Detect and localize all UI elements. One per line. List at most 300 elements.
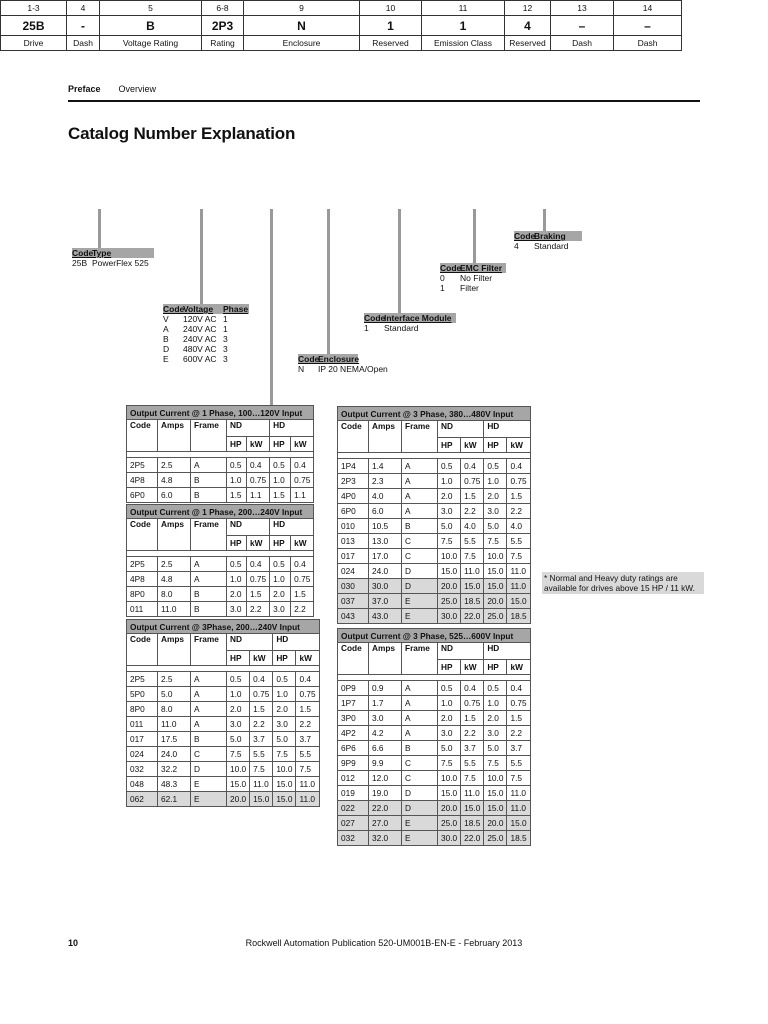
table-cell: 15.0 — [507, 816, 530, 831]
col-amps: Amps — [369, 421, 402, 438]
table-cell: 032 — [338, 831, 369, 846]
table-cell: A — [191, 572, 227, 587]
table-cell: 43.0 — [369, 609, 402, 624]
catalog-label-4: Enclosure — [244, 36, 360, 51]
table-cell: 048 — [127, 777, 158, 792]
table-cell: 10.5 — [369, 519, 402, 534]
table-cell: 0.75 — [507, 696, 530, 711]
table-cell: 25.0 — [484, 831, 507, 846]
legend-emc — [440, 263, 506, 293]
table-cell: 1.0 — [484, 474, 507, 489]
table-cell: 1.5 — [507, 711, 530, 726]
legend-voltage-phase-header: Phase — [223, 304, 249, 314]
table-cell: 0.75 — [291, 473, 314, 488]
table-row — [127, 792, 320, 807]
legend-emc-code-1: 1 — [440, 283, 445, 293]
col-nd: ND — [438, 643, 484, 660]
table-cell: 2.2 — [507, 726, 530, 741]
catalog-position-0: 1-3 — [1, 1, 67, 16]
table-row — [338, 801, 531, 816]
table-cell: 4.0 — [369, 489, 402, 504]
table-cell: D — [402, 579, 438, 594]
legend-braking — [514, 231, 582, 251]
table-cell: 27.0 — [369, 816, 402, 831]
table-cell: 0.75 — [247, 572, 270, 587]
table-cell: 18.5 — [507, 609, 530, 624]
table-cell: 1.5 — [507, 489, 530, 504]
col-amps: Amps — [158, 519, 191, 536]
table-cell: A — [402, 711, 438, 726]
table-cell: 0.75 — [461, 474, 484, 489]
table-row — [127, 717, 320, 732]
table-row — [127, 747, 320, 762]
table-row — [338, 564, 531, 579]
col-code: Code — [338, 421, 369, 438]
table-header-row — [338, 643, 531, 660]
catalog-position-6: 11 — [422, 1, 505, 16]
legend-voltage-code: D — [163, 344, 170, 354]
table-cell: 2.5 — [158, 557, 191, 572]
table-title-row — [127, 505, 314, 519]
table-row — [338, 711, 531, 726]
table-cell: 5P0 — [127, 687, 158, 702]
table-cell: 5.0 — [438, 519, 461, 534]
col-kw-nd: kW — [461, 660, 484, 675]
table-row — [127, 732, 320, 747]
catalog-positions-row — [1, 1, 682, 16]
col-hd: HD — [270, 420, 314, 437]
table-cell: 24.0 — [369, 564, 402, 579]
catalog-values-row — [1, 16, 682, 36]
table-row — [127, 672, 320, 687]
table-cell: 6P6 — [338, 741, 369, 756]
table-cell: A — [402, 459, 438, 474]
legend-emc-code-header: Code — [440, 263, 462, 273]
publication-footer: Rockwell Automation Publication 520-UM001B-EN-E - February 2013 — [245, 938, 523, 948]
table-cell: 4P0 — [338, 489, 369, 504]
col-code: Code — [127, 420, 158, 437]
catalog-labels-row — [1, 36, 682, 51]
table-cell: 7.5 — [296, 762, 319, 777]
table-cell: 3.0 — [227, 602, 247, 617]
table-cell: 4P2 — [338, 726, 369, 741]
col-spacer — [338, 438, 369, 453]
col-spacer — [158, 536, 191, 551]
table-cell: A — [402, 474, 438, 489]
table-cell: 7.5 — [484, 756, 507, 771]
legend-type-code: 25B — [72, 258, 88, 268]
table-cell: 3.0 — [227, 717, 250, 732]
table-cell: 8P0 — [127, 587, 158, 602]
table-3ph-525-600v — [337, 628, 531, 846]
table-cell: 1P7 — [338, 696, 369, 711]
catalog-value-4: N — [244, 16, 360, 36]
table-cell: E — [191, 792, 227, 807]
table-cell: 2.5 — [158, 672, 191, 687]
table-cell: 0.4 — [250, 672, 273, 687]
table-cell: 10.0 — [273, 762, 296, 777]
table-cell: 3.7 — [461, 741, 484, 756]
table-cell: 30.0 — [369, 579, 402, 594]
connector-voltage — [200, 209, 203, 305]
table-cell: C — [402, 771, 438, 786]
table-cell: B — [191, 488, 227, 503]
legend-type-value: PowerFlex 525 — [92, 258, 149, 268]
legend-voltage-code: A — [163, 324, 169, 334]
table-cell: 7.5 — [507, 771, 530, 786]
catalog-number-strip — [0, 0, 682, 51]
table-cell: 7.5 — [507, 549, 530, 564]
col-nd: ND — [438, 421, 484, 438]
table-cell: 2.5 — [158, 458, 191, 473]
table-cell: 6P0 — [127, 488, 158, 503]
table-subheader-row — [338, 660, 531, 675]
table-cell: 5.5 — [461, 534, 484, 549]
table-row — [338, 726, 531, 741]
table-cell: 8.0 — [158, 587, 191, 602]
legend-voltage-row — [163, 354, 249, 364]
table-cell: 1.4 — [369, 459, 402, 474]
table-cell: 022 — [338, 801, 369, 816]
table-cell: 10.0 — [484, 549, 507, 564]
table-cell: 7.5 — [250, 762, 273, 777]
col-hp-nd: HP — [438, 438, 461, 453]
table-row — [338, 534, 531, 549]
page-number: 10 — [68, 938, 79, 948]
table-cell: 2P5 — [127, 557, 158, 572]
table-cell: D — [402, 801, 438, 816]
legend-braking-value: Standard — [534, 241, 569, 251]
legend-emc-filter-header: EMC Filter — [460, 263, 503, 273]
catalog-value-6: 1 — [422, 16, 505, 36]
table-cell: 1.0 — [438, 696, 461, 711]
table-cell: 2.0 — [227, 702, 250, 717]
table-cell: 0.75 — [247, 473, 270, 488]
catalog-label-1: Dash — [67, 36, 100, 51]
table-cell: 62.1 — [158, 792, 191, 807]
table-cell: 011 — [127, 602, 158, 617]
table-cell: 11.0 — [507, 801, 530, 816]
table-cell: 11.0 — [158, 602, 191, 617]
col-hd: HD — [484, 643, 530, 660]
table-1ph-100-120v — [126, 405, 314, 503]
legend-braking-code-header: Code — [514, 231, 536, 241]
table-cell: 2.2 — [461, 726, 484, 741]
table-cell: 1.0 — [227, 687, 250, 702]
legend-voltage-row — [163, 314, 249, 324]
table-cell: 11.0 — [507, 786, 530, 801]
table-row — [127, 602, 314, 617]
table-cell: 1.5 — [296, 702, 319, 717]
table-cell: 48.3 — [158, 777, 191, 792]
table-cell: 1.0 — [484, 696, 507, 711]
table-row — [338, 504, 531, 519]
table-cell: 1.5 — [461, 711, 484, 726]
table-cell: E — [402, 831, 438, 846]
col-spacer — [191, 651, 227, 666]
connector-enclosure — [327, 209, 330, 355]
table-cell: 9P9 — [338, 756, 369, 771]
table-cell: 5.5 — [250, 747, 273, 762]
table-row — [127, 587, 314, 602]
table-cell: 18.5 — [507, 831, 530, 846]
table-cell: B — [402, 741, 438, 756]
table-cell: 15.0 — [438, 786, 461, 801]
table-row — [127, 488, 314, 503]
table-cell: 30.0 — [438, 831, 461, 846]
col-frame: Frame — [402, 643, 438, 660]
table-cell: 1.0 — [273, 687, 296, 702]
table-row — [338, 594, 531, 609]
catalog-value-1: - — [67, 16, 100, 36]
table-cell: 7.5 — [273, 747, 296, 762]
table-cell: 5.0 — [484, 519, 507, 534]
duty-ratings-note: * Normal and Heavy duty ratings are available for drives above 15 HP / 11 kW. — [542, 572, 704, 594]
legend-voltage-phase: 1 — [223, 314, 228, 324]
table-cell: 3.0 — [369, 711, 402, 726]
running-header — [68, 84, 156, 94]
table-cell: 012 — [338, 771, 369, 786]
catalog-position-4: 9 — [244, 1, 360, 16]
col-amps: Amps — [158, 634, 191, 651]
legend-emc-value-0: No Filter — [460, 273, 493, 283]
table-row — [338, 696, 531, 711]
connector-interface — [398, 209, 401, 314]
table-cell: 19.0 — [369, 786, 402, 801]
col-kw-nd: kW — [247, 437, 270, 452]
table-row — [338, 519, 531, 534]
table-cell: 037 — [338, 594, 369, 609]
table-cell: 11.0 — [158, 717, 191, 732]
table-cell: 0.4 — [296, 672, 319, 687]
table-cell: 20.0 — [484, 594, 507, 609]
table-cell: 0.4 — [461, 681, 484, 696]
table-cell: 24.0 — [158, 747, 191, 762]
col-spacer — [402, 660, 438, 675]
table-row — [338, 609, 531, 624]
table-cell: A — [191, 557, 227, 572]
table-cell: 5.5 — [296, 747, 319, 762]
legend-voltage-code: E — [163, 354, 169, 364]
table-cell: 3.0 — [484, 726, 507, 741]
col-amps: Amps — [158, 420, 191, 437]
table-row — [338, 579, 531, 594]
table-header-row — [127, 519, 314, 536]
table-cell: 17.5 — [158, 732, 191, 747]
table-subheader-row — [127, 437, 314, 452]
connector-drive — [98, 209, 101, 251]
table-cell: 10.0 — [438, 549, 461, 564]
legend-interface-module-header: Interface Module — [384, 313, 452, 323]
table-cell: 15.0 — [484, 801, 507, 816]
table-cell: 4.0 — [461, 519, 484, 534]
col-spacer — [369, 438, 402, 453]
col-hp-nd: HP — [227, 437, 247, 452]
table-cell: B — [191, 602, 227, 617]
table-cell: 0.75 — [296, 687, 319, 702]
table-row — [127, 458, 314, 473]
table-cell: 7.5 — [438, 756, 461, 771]
col-hd: HD — [273, 634, 319, 651]
catalog-label-3: Rating — [202, 36, 244, 51]
table-header-row — [127, 634, 320, 651]
table-cell: 032 — [127, 762, 158, 777]
table-row — [338, 771, 531, 786]
table-cell: 2.0 — [438, 711, 461, 726]
catalog-label-6: Emission Class — [422, 36, 505, 51]
table-cell: E — [402, 609, 438, 624]
table-subheader-row — [127, 536, 314, 551]
table-cell: 4.0 — [507, 519, 530, 534]
table-cell: 20.0 — [438, 801, 461, 816]
col-hp-nd: HP — [227, 536, 247, 551]
legend-voltage-code: B — [163, 334, 169, 344]
catalog-value-8: – — [551, 16, 614, 36]
catalog-position-1: 4 — [67, 1, 100, 16]
col-hp-nd: HP — [438, 660, 461, 675]
legend-voltage-value: 240V AC — [183, 334, 217, 344]
table-cell: 15.0 — [507, 594, 530, 609]
table-cell: 3P0 — [338, 711, 369, 726]
table-cell: 8P0 — [127, 702, 158, 717]
table-row — [338, 549, 531, 564]
table-cell: 10.0 — [227, 762, 250, 777]
table-cell: 017 — [127, 732, 158, 747]
col-hp-hd: HP — [273, 651, 296, 666]
table-cell: 32.0 — [369, 831, 402, 846]
table-cell: 20.0 — [438, 579, 461, 594]
table-row — [338, 786, 531, 801]
col-spacer — [402, 438, 438, 453]
table-cell: 12.0 — [369, 771, 402, 786]
table-1ph-200-240v — [126, 504, 314, 617]
table-cell: 11.0 — [461, 786, 484, 801]
table-subheader-row — [338, 438, 531, 453]
catalog-label-9: Dash — [614, 36, 682, 51]
table-cell: 1.5 — [270, 488, 291, 503]
table-cell: 1.7 — [369, 696, 402, 711]
table-cell: 3.7 — [296, 732, 319, 747]
col-code: Code — [127, 519, 158, 536]
legend-emc-value-1: Filter — [460, 283, 479, 293]
table-cell: A — [402, 489, 438, 504]
legend-interface-code: 1 — [364, 323, 369, 333]
table-row — [127, 777, 320, 792]
legend-voltage-value: 240V AC — [183, 324, 217, 334]
table-cell: 1.1 — [291, 488, 314, 503]
legend-enclosure-enclosure-header: Enclosure — [318, 354, 360, 364]
catalog-value-0: 25B — [1, 16, 67, 36]
table-cell: 0.5 — [227, 557, 247, 572]
col-hp-hd: HP — [484, 660, 507, 675]
legend-braking-braking-header: Braking — [534, 231, 566, 241]
table-cell: 6P0 — [338, 504, 369, 519]
table-title-row — [127, 406, 314, 420]
table-cell: C — [402, 534, 438, 549]
legend-voltage-voltage-header: Voltage — [183, 304, 214, 314]
table-row — [127, 687, 320, 702]
catalog-label-8: Dash — [551, 36, 614, 51]
connector-braking — [543, 209, 546, 231]
table-cell: 18.5 — [461, 594, 484, 609]
table-cell: D — [191, 762, 227, 777]
col-nd: ND — [227, 420, 270, 437]
table-cell: A — [402, 726, 438, 741]
table-cell: B — [402, 519, 438, 534]
table-cell: 11.0 — [507, 579, 530, 594]
table-title: Output Current @ 1 Phase, 100…120V Input — [127, 406, 314, 420]
table-cell: 0.4 — [291, 458, 314, 473]
table-cell: 7.5 — [227, 747, 250, 762]
table-row — [338, 474, 531, 489]
table-cell: 0.75 — [291, 572, 314, 587]
legend-voltage-value: 480V AC — [183, 344, 217, 354]
table-title-row — [338, 629, 531, 643]
table-cell: 8.0 — [158, 702, 191, 717]
table-cell: 027 — [338, 816, 369, 831]
table-header-row — [338, 421, 531, 438]
col-spacer — [191, 536, 227, 551]
table-cell: 13.0 — [369, 534, 402, 549]
table-cell: 0.4 — [291, 557, 314, 572]
table-3ph-380-480v — [337, 406, 531, 624]
table-cell: A — [402, 696, 438, 711]
table-cell: B — [191, 587, 227, 602]
table-cell: 2.2 — [507, 504, 530, 519]
table-cell: 5.0 — [158, 687, 191, 702]
table-cell: 1.0 — [438, 474, 461, 489]
table-cell: 030 — [338, 579, 369, 594]
table-cell: 2.0 — [484, 711, 507, 726]
table-row — [127, 702, 320, 717]
table-cell: 0.5 — [484, 459, 507, 474]
table-cell: 0.5 — [270, 458, 291, 473]
table-cell: 15.0 — [273, 792, 296, 807]
table-cell: 0.5 — [273, 672, 296, 687]
col-kw-hd: kW — [291, 536, 314, 551]
col-spacer — [127, 536, 158, 551]
catalog-position-9: 14 — [614, 1, 682, 16]
table-title: Output Current @ 3Phase, 200…240V Input — [127, 620, 320, 634]
catalog-position-3: 6-8 — [202, 1, 244, 16]
table-cell: 6.0 — [369, 504, 402, 519]
table-subheader-row — [127, 651, 320, 666]
legend-voltage-row — [163, 324, 249, 334]
table-cell: A — [191, 717, 227, 732]
catalog-label-2: Voltage Rating — [100, 36, 202, 51]
table-cell: 2P5 — [127, 458, 158, 473]
table-cell: 22.0 — [461, 831, 484, 846]
legend-type-code-header: Code — [72, 248, 94, 258]
col-frame: Frame — [402, 421, 438, 438]
legend-voltage-row — [163, 344, 249, 354]
table-cell: 0.5 — [438, 459, 461, 474]
page-title: Catalog Number Explanation — [68, 124, 296, 143]
table-cell: 3.7 — [507, 741, 530, 756]
table-cell: 4.8 — [158, 572, 191, 587]
legend-interface — [364, 313, 456, 333]
table-cell: 5.0 — [273, 732, 296, 747]
catalog-value-7: 4 — [505, 16, 551, 36]
table-cell: 15.0 — [250, 792, 273, 807]
table-cell: 2.2 — [250, 717, 273, 732]
table-cell: 25.0 — [438, 816, 461, 831]
table-cell: A — [402, 504, 438, 519]
table-cell: 15.0 — [484, 564, 507, 579]
table-row — [127, 473, 314, 488]
col-hp-hd: HP — [484, 438, 507, 453]
col-spacer — [127, 651, 158, 666]
